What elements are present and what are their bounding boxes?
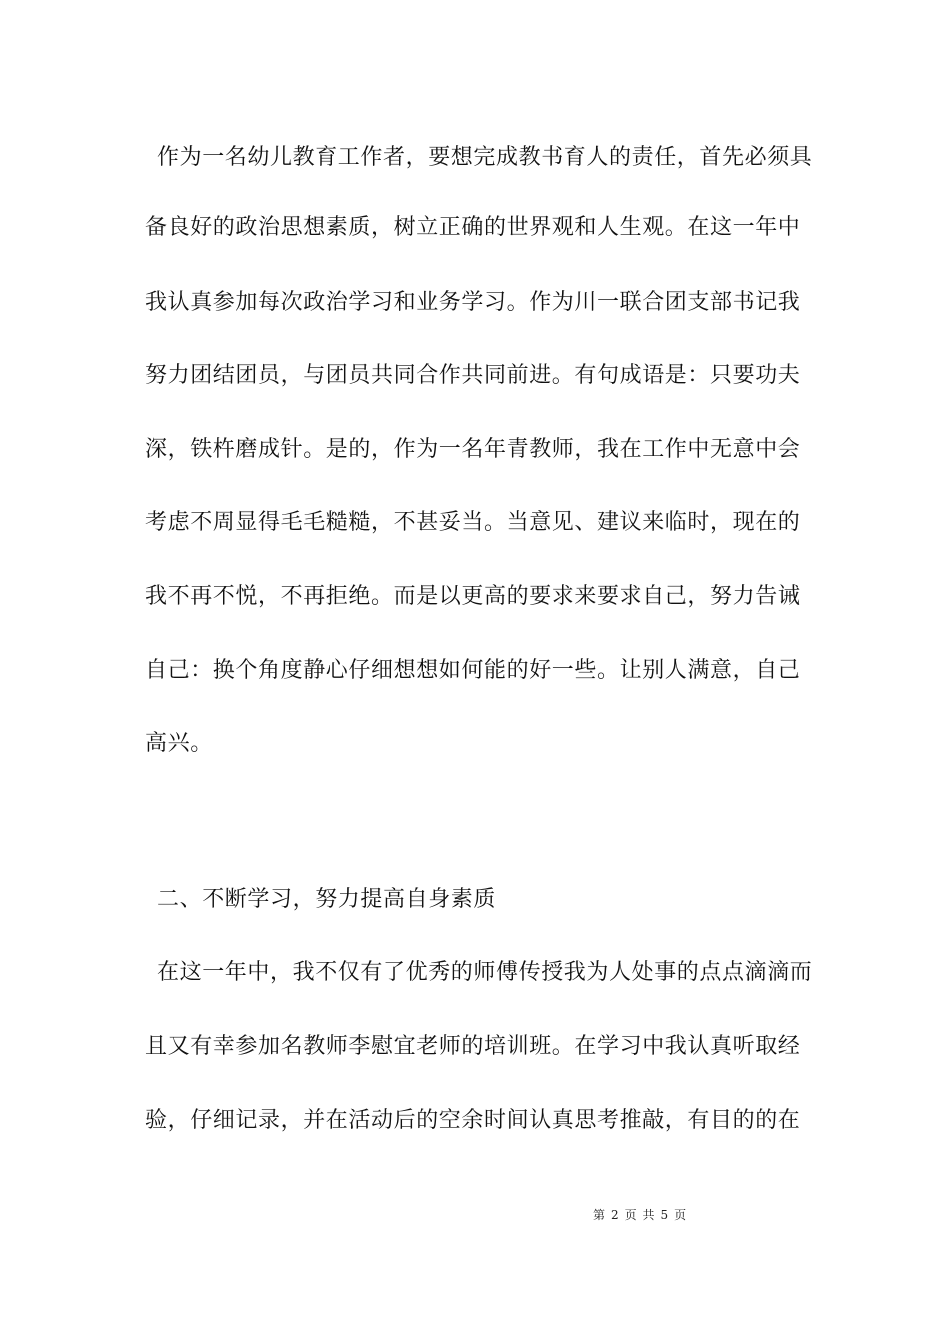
page-number-footer [593, 1207, 692, 1223]
footer-prefix: 第 [593, 1208, 607, 1222]
paragraph-1-line-9: 高兴。 [145, 731, 213, 756]
paragraph-2-line-3: 验，仔细记录，并在活动后的空余时间认真思考推敲，有目的的在 [145, 1108, 801, 1133]
total-pages-number: 5 [660, 1208, 670, 1222]
paragraph-1-line-1: 作为一名幼儿教育工作者，要想完成教书育人的责任，首先必须具 [157, 145, 813, 170]
paragraph-1-line-5: 深，铁杵磨成针。是的，作为一名年青教师，我在工作中无意中会 [145, 437, 801, 462]
paragraph-1-line-4: 努力团结团员，与团员共同合作共同前进。有句成语是：只要功夫 [145, 363, 801, 388]
paragraph-1-line-3: 我认真参加每次政治学习和业务学习。作为川一联合团支部书记我 [145, 290, 801, 315]
paragraph-1-line-6: 考虑不周显得毛毛糙糙，不甚妥当。当意见、建议来临时，现在的 [145, 510, 801, 535]
paragraph-1-line-7: 我不再不悦，不再拒绝。而是以更高的要求来要求自己，努力告诫 [145, 584, 801, 609]
footer-mid: 页 共 [624, 1208, 656, 1222]
paragraph-2-line-1: 在这一年中，我不仅有了优秀的师傅传授我为人处事的点点滴滴而 [157, 960, 813, 985]
paragraph-2-line-2: 且又有幸参加名教师李慰宜老师的培训班。在学习中我认真听取经 [145, 1034, 801, 1059]
paragraph-1-line-2: 备良好的政治思想素质，树立正确的世界观和人生观。在这一年中 [145, 215, 801, 240]
section-heading: 二、不断学习，努力提高自身素质 [157, 887, 497, 912]
footer-suffix: 页 [674, 1208, 688, 1222]
paragraph-1-line-8: 自己：换个角度静心仔细想想如何能的好一些。让别人满意，自己 [145, 658, 801, 683]
current-page-number: 2 [611, 1208, 620, 1222]
